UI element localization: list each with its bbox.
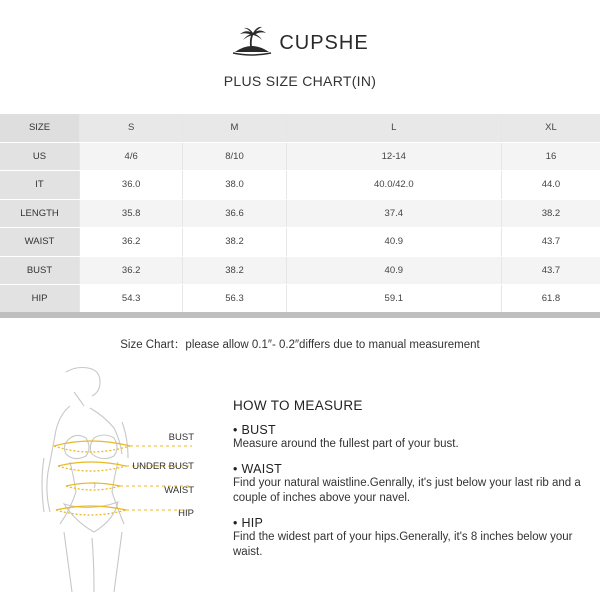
brand-name: CUPSHE bbox=[279, 31, 369, 54]
table-cell: 35.8 bbox=[80, 200, 183, 228]
table-cell: 38.2 bbox=[183, 257, 286, 285]
label-under-bust: UNDER BUST bbox=[132, 461, 194, 472]
table-row-label: HIP bbox=[0, 285, 80, 313]
label-bust: BUST bbox=[168, 432, 194, 443]
size-table bbox=[0, 113, 600, 314]
table-cell: 61.8 bbox=[502, 285, 600, 313]
chart-title: PLUS SIZE CHART(IN) bbox=[223, 73, 377, 89]
table-row bbox=[0, 257, 600, 285]
brand-logo bbox=[0, 26, 600, 60]
table-cell: 36.6 bbox=[183, 200, 286, 228]
howto-item-bust bbox=[233, 423, 588, 452]
table-cell: 56.3 bbox=[183, 285, 286, 313]
table-row-label: SIZE bbox=[0, 114, 80, 142]
table-cell: 12-14 bbox=[287, 143, 502, 171]
table-row bbox=[0, 143, 600, 171]
table-cell: 40.9 bbox=[287, 257, 502, 285]
table-cell: 4/6 bbox=[80, 143, 183, 171]
palm-tree-island-icon bbox=[231, 26, 273, 61]
howto-item-waist bbox=[233, 462, 588, 506]
table-row bbox=[0, 171, 600, 199]
measurement-note: Size Chart：please allow 0.1″- 0.2″differs due to manual measurement bbox=[120, 339, 480, 351]
label-waist: WAIST bbox=[164, 485, 194, 496]
table-cell: 40.0/42.0 bbox=[287, 171, 502, 199]
table-cell: 36.2 bbox=[80, 257, 183, 285]
table-cell: M bbox=[183, 114, 286, 142]
table-row-label: IT bbox=[0, 171, 80, 199]
table-cell: 43.7 bbox=[502, 228, 600, 256]
table-cell: 43.7 bbox=[502, 257, 600, 285]
table-row bbox=[0, 285, 600, 313]
table-cell: 8/10 bbox=[183, 143, 286, 171]
howto-item-desc: Measure around the fullest part of your bust. bbox=[233, 438, 459, 450]
table-cell: 38.0 bbox=[183, 171, 286, 199]
table-cell: L bbox=[287, 114, 502, 142]
table-cell: 59.1 bbox=[287, 285, 502, 313]
table-cell: 37.4 bbox=[287, 200, 502, 228]
table-cell: 40.9 bbox=[287, 228, 502, 256]
table-header-row bbox=[0, 114, 600, 142]
how-to-measure bbox=[233, 398, 588, 570]
table-cell: 54.3 bbox=[80, 285, 183, 313]
howto-item-desc: Find your natural waistline.Genrally, it's just below your last rib and a couple of inches above your navel. bbox=[233, 477, 581, 504]
label-hip: HIP bbox=[178, 508, 194, 519]
howto-item-head: • BUST bbox=[233, 423, 276, 437]
table-cell: XL bbox=[502, 114, 600, 142]
table-cell: 36.0 bbox=[80, 171, 183, 199]
table-row-label: BUST bbox=[0, 257, 80, 285]
table-row-label: WAIST bbox=[0, 228, 80, 256]
table-row-label: US bbox=[0, 143, 80, 171]
table-cell: 16 bbox=[502, 143, 600, 171]
table-cell: 36.2 bbox=[80, 228, 183, 256]
section-divider bbox=[0, 312, 600, 318]
howto-item-desc: Find the widest part of your hips.Generally, it's 8 inches below your waist. bbox=[233, 531, 573, 558]
howto-item-head: • WAIST bbox=[233, 462, 283, 476]
howto-item-hip bbox=[233, 516, 588, 560]
table-row-label: LENGTH bbox=[0, 200, 80, 228]
body-measurement-figure bbox=[30, 362, 205, 592]
table-cell: S bbox=[80, 114, 183, 142]
table-cell: 38.2 bbox=[502, 200, 600, 228]
table-cell: 44.0 bbox=[502, 171, 600, 199]
table-row bbox=[0, 200, 600, 228]
table-row bbox=[0, 228, 600, 256]
body-silhouette bbox=[30, 362, 205, 592]
howto-title: HOW TO MEASURE bbox=[233, 398, 363, 413]
howto-item-head: • HIP bbox=[233, 516, 264, 530]
table-cell: 38.2 bbox=[183, 228, 286, 256]
